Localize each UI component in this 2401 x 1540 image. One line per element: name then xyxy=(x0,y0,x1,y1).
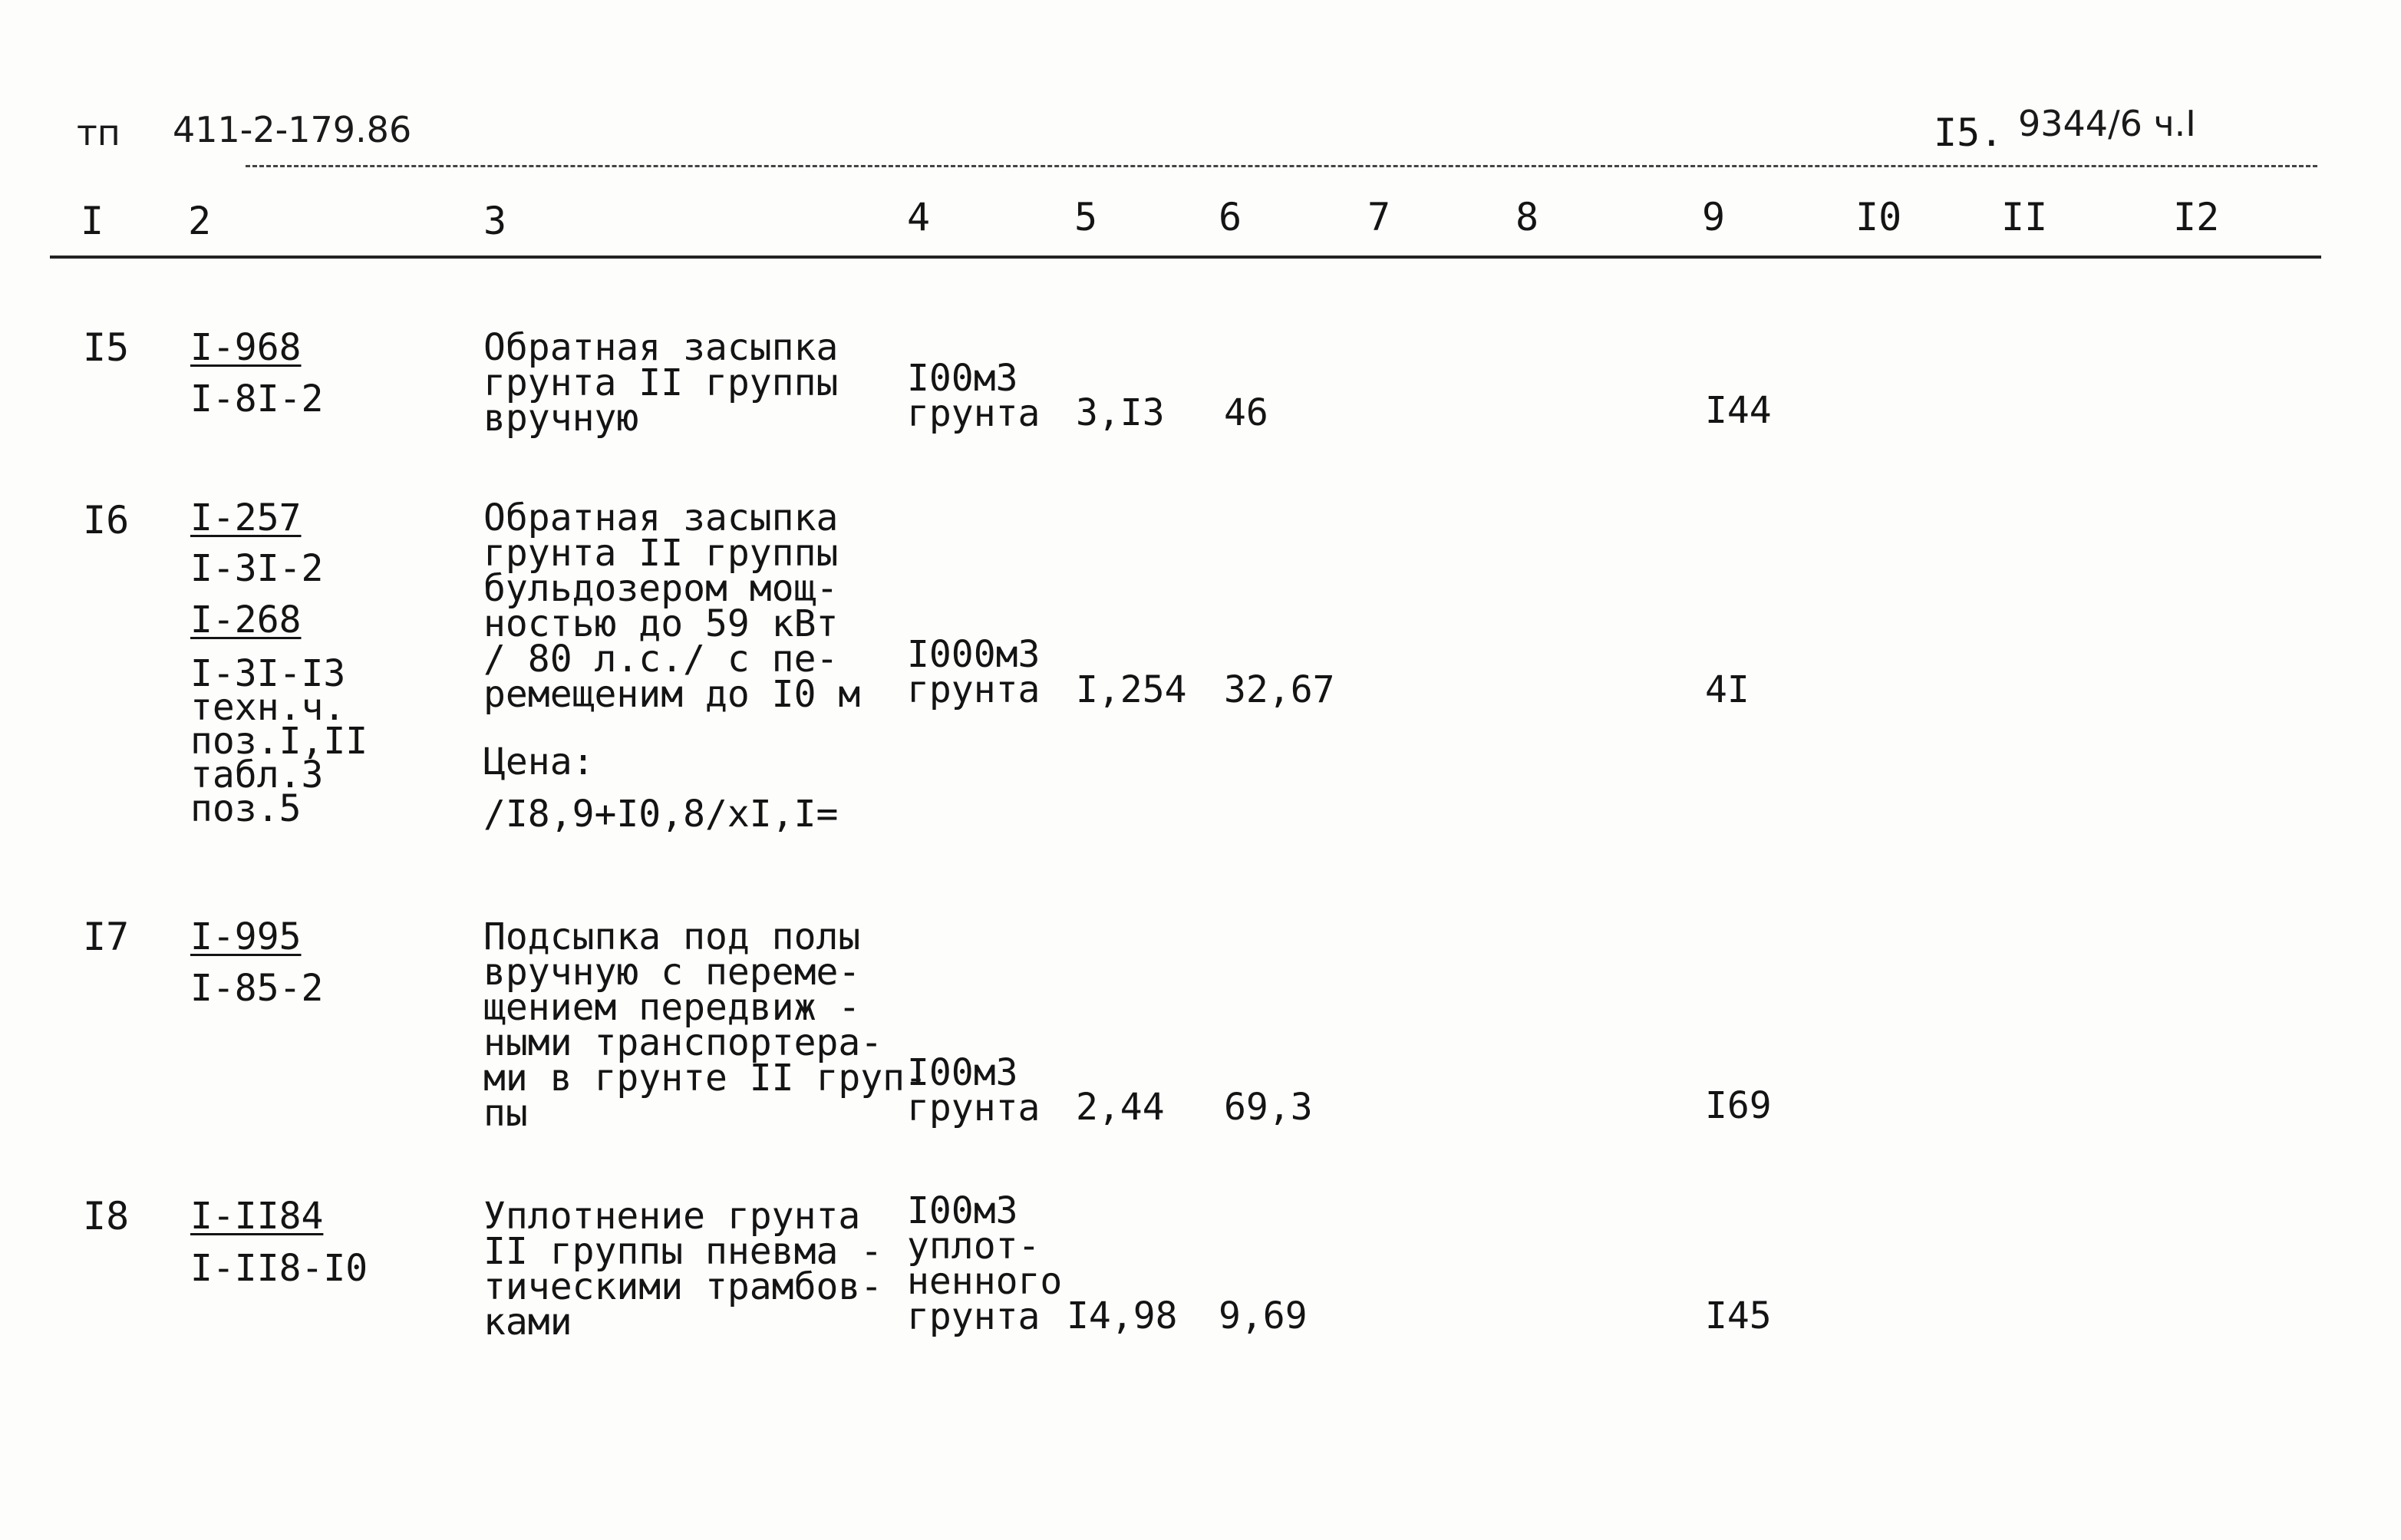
col-header-11: II xyxy=(2001,195,2048,239)
row-18-col5: I4,98 xyxy=(1067,1294,1178,1337)
row-16-price-label: Цена: xyxy=(483,740,595,783)
row-18-code-2: I-II8-I0 xyxy=(190,1247,368,1290)
row-16-description: Обратная засыпка грунта II группы бульдозером мощ- ностью до 59 кВт / 80 л.с./ с пе- ремещеним до I0 м xyxy=(483,496,861,716)
row-15-col6: 46 xyxy=(1224,391,1268,434)
col-header-7: 7 xyxy=(1367,195,1391,239)
col-header-5: 5 xyxy=(1074,195,1098,239)
row-16-code-notes: техн.ч. поз.I,II табл.3 поз.5 xyxy=(190,686,368,830)
row-15-code-1: I-968 xyxy=(190,326,302,369)
header-rule xyxy=(50,256,2321,259)
row-16-unit: I000м3 грунта xyxy=(907,633,1041,711)
doc-series-code: 411-2-179.86 xyxy=(173,109,412,150)
row-18-description: Уплотнение грунта II группы пневма - тическими трамбов- ками xyxy=(483,1195,883,1344)
row-16-code-3: I-268 xyxy=(190,599,302,641)
row-15-description: Обратная засыпка грунта II группы вручную xyxy=(483,326,839,440)
row-16-col5: I,254 xyxy=(1076,668,1187,711)
row-16-code-2: I-3I-2 xyxy=(190,547,324,590)
col-header-2: 2 xyxy=(188,199,212,243)
row-16-col6: 32,67 xyxy=(1224,668,1335,711)
col-header-10: I0 xyxy=(1855,195,1902,239)
row-17-col5: 2,44 xyxy=(1076,1086,1165,1129)
col-header-6: 6 xyxy=(1219,195,1242,239)
row-15-unit: I00м3 грунта xyxy=(907,357,1041,435)
row-16-col9: 4I xyxy=(1705,668,1750,711)
row-17-number: I7 xyxy=(83,915,130,959)
album-code: 9344/6 ч.I xyxy=(2018,103,2196,144)
row-16-number: I6 xyxy=(83,498,130,542)
row-15-number: I5 xyxy=(83,325,130,370)
col-header-3: 3 xyxy=(483,199,507,243)
row-16-code-4: I-3I-I3 xyxy=(190,652,346,695)
row-18-col9: I45 xyxy=(1705,1294,1772,1337)
row-18-col6: 9,69 xyxy=(1219,1294,1308,1337)
row-17-code-1: I-995 xyxy=(190,915,302,958)
col-header-9: 9 xyxy=(1702,195,1726,239)
row-15-code-2: I-8I-2 xyxy=(190,378,324,420)
doc-series-prefix: тп xyxy=(77,112,120,153)
row-18-code-1: I-II84 xyxy=(190,1195,324,1238)
col-header-4: 4 xyxy=(907,195,931,239)
row-17-unit: I00м3 грунта xyxy=(907,1051,1041,1129)
row-16-code-1: I-257 xyxy=(190,496,302,539)
col-header-1: I xyxy=(81,199,104,243)
row-18-unit: I00м3 уплот- ненного грунта xyxy=(907,1189,1063,1338)
col-header-8: 8 xyxy=(1515,195,1539,239)
top-rule xyxy=(246,165,2317,167)
row-17-description: Подсыпка под полы вручную с переме- щением передвиж - ными транспортера- ми в грунте II груп- пы xyxy=(483,915,927,1135)
page-number: I5. xyxy=(1934,110,2004,155)
row-17-col6: 69,3 xyxy=(1224,1086,1313,1129)
row-16-price-formula: /I8,9+I0,8/xI,I= xyxy=(483,793,839,836)
row-17-code-2: I-85-2 xyxy=(190,967,324,1010)
row-17-col9: I69 xyxy=(1705,1084,1772,1127)
col-header-12: I2 xyxy=(2173,195,2220,239)
row-15-col9: I44 xyxy=(1705,389,1772,432)
row-18-number: I8 xyxy=(83,1194,130,1238)
row-15-col5: 3,I3 xyxy=(1076,391,1165,434)
